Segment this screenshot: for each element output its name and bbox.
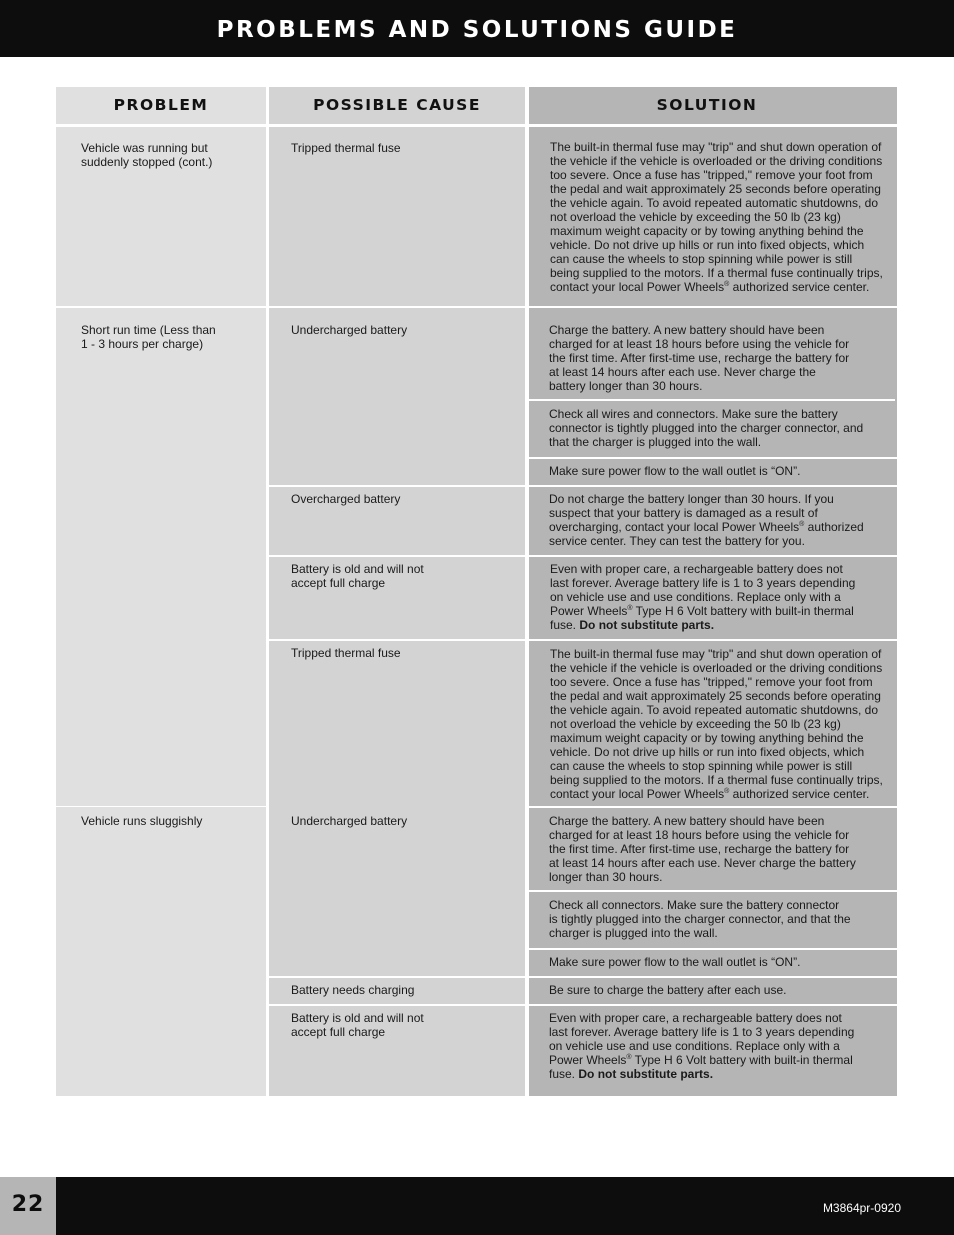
document-code: M3864pr-0920 bbox=[822, 1201, 901, 1215]
problem-text: Vehicle runs sluggishly bbox=[81, 814, 203, 828]
cause-row-divider bbox=[269, 555, 529, 557]
cause-text: Battery needs charging bbox=[291, 983, 415, 997]
solution-text: Even with proper care, a rechargeable battery does not last forever. Average battery life is 1 to 3 years depending on vehicle use and use conditions. Replace only with a Power Wheels® Type H 6 Volt battery with built-in thermal fuse. Do not substitute parts. bbox=[549, 1011, 855, 1081]
cause-text: Tripped thermal fuse bbox=[291, 141, 401, 155]
solution-row-divider bbox=[529, 399, 895, 401]
cause-row-divider bbox=[269, 639, 529, 641]
solution-text: Be sure to charge the battery after each use. bbox=[549, 983, 787, 997]
problem-row-divider bbox=[56, 806, 269, 807]
header-row-divider bbox=[56, 124, 897, 127]
solution-row-divider bbox=[529, 306, 897, 308]
cause-text: Tripped thermal fuse bbox=[291, 646, 401, 660]
solution-row-divider bbox=[529, 457, 897, 459]
column-header-problem: PROBLEM bbox=[113, 96, 209, 114]
registered-mark: ® bbox=[626, 1054, 632, 1061]
page-title: PROBLEMS AND SOLUTIONS GUIDE bbox=[216, 17, 738, 43]
cause-text: Undercharged battery bbox=[291, 814, 408, 828]
solution-text: Do not charge the battery longer than 30 hours. If you suspect that your battery is damaged as a result of overcharging, contact your local Power Wheels® authorized service center. They can test the battery for you. bbox=[549, 492, 864, 548]
solution-text: The built-in thermal fuse may "trip" and shut down operation of the vehicle if the vehicle is overloaded or the driving conditions too severe. Once a fuse has "tripped," remove your foot from the pedal and wait approximately 25 seconds before operating the vehicle again. To avoid repeated automatic shutdowns, do not overload the vehicle by exceeding the 50 lb (23 kg) maximum weight capacity or by towing anything behind the vehicle. Do not drive up hills or run into fixed objects, which can cause the wheels to stop spinning while power is still being supplied to the motors. If a thermal fuse continually trips, contact your local Power Wheels® authorized service center. bbox=[550, 647, 883, 801]
solution-text: Even with proper care, a rechargeable battery does not last forever. Average battery life is 1 to 3 years depending on vehicle use and use conditions. Replace only with a Power Wheels® Type H 6 Volt battery with built-in thermal fuse. Do not substitute parts. bbox=[550, 562, 856, 632]
problem-text: Vehicle was running but suddenly stopped (cont.) bbox=[81, 141, 213, 169]
registered-mark: ® bbox=[724, 281, 730, 288]
solution-text: Make sure power flow to the wall outlet is “ON”. bbox=[549, 955, 801, 969]
solution-row-divider bbox=[529, 639, 897, 641]
cause-row-divider bbox=[269, 306, 529, 308]
cause-text: Undercharged battery bbox=[291, 323, 408, 337]
solution-row-divider bbox=[529, 555, 897, 557]
footer-bar bbox=[0, 1177, 954, 1235]
cause-row-divider bbox=[269, 485, 529, 487]
solution-text: Charge the battery. A new battery should have been charged for at least 18 hours before using the vehicle for the first time. After first-time use, recharge the battery for at least 14 hours after each use. Never charge the battery longer than 30 hours. bbox=[549, 814, 856, 884]
problem-column-bg bbox=[56, 87, 266, 1096]
column-header-cause: POSSIBLE CAUSE bbox=[313, 96, 481, 114]
registered-mark: ® bbox=[627, 605, 633, 612]
solution-row-divider bbox=[529, 1004, 897, 1006]
registered-mark: ® bbox=[724, 788, 730, 795]
solution-text: Charge the battery. A new battery should have been charged for at least 18 hours before using the vehicle for the first time. After first-time use, recharge the battery for at least 14 hours after each use. Never charge the battery longer than 30 hours. bbox=[549, 323, 850, 393]
solution-text: The built-in thermal fuse may "trip" and shut down operation of the vehicle if the vehicle is overloaded or the driving conditions too severe. Once a fuse has "tripped," remove your foot from the pedal and wait approximately 25 seconds before operating the vehicle again. To avoid repeated automatic shutdowns, do not overload the vehicle by exceeding the 50 lb (23 kg) maximum weight capacity or by towing anything behind the vehicle. Do not drive up hills or run into fixed objects, which can cause the wheels to stop spinning while power is still being supplied to the motors. If a thermal fuse continually trips, contact your local Power Wheels® authorized service center. bbox=[550, 140, 883, 294]
solution-text: Make sure power flow to the wall outlet is “ON”. bbox=[549, 464, 801, 478]
solution-text: Check all wires and connectors. Make sure the battery connector is tightly plugged into the charger connector, and that the charger is plugged into the wall. bbox=[549, 407, 864, 449]
cause-text: Battery is old and will not accept full charge bbox=[291, 562, 424, 590]
registered-mark: ® bbox=[799, 521, 805, 528]
solution-row-divider bbox=[529, 485, 897, 487]
solution-row-divider bbox=[529, 806, 897, 808]
cause-text: Overcharged battery bbox=[291, 492, 401, 506]
solution-row-divider bbox=[529, 976, 897, 978]
solution-text: Check all connectors. Make sure the battery connector is tightly plugged into the charger connector, and that the charger is plugged into the wall. bbox=[549, 898, 851, 940]
cause-text: Battery is old and will not accept full charge bbox=[291, 1011, 424, 1039]
column-header-solution: SOLUTION bbox=[656, 96, 758, 114]
solution-row-divider bbox=[529, 890, 897, 892]
cause-row-divider bbox=[269, 976, 529, 978]
cause-column-bg bbox=[269, 87, 525, 1096]
cause-row-divider bbox=[269, 1004, 529, 1006]
solution-row-divider bbox=[529, 948, 897, 950]
problem-row-divider bbox=[56, 306, 269, 308]
header-divider bbox=[0, 57, 954, 59]
problem-text: Short run time (Less than 1 - 3 hours per charge) bbox=[81, 323, 216, 351]
page-number: 22 bbox=[11, 1192, 45, 1217]
